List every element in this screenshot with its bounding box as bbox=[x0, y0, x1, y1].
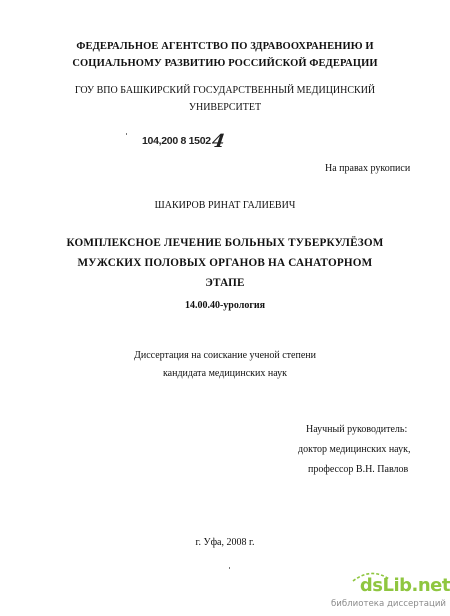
supervisor-degree: доктор медицинских наук, bbox=[298, 444, 411, 455]
rights-note: На правах рукописи bbox=[325, 163, 411, 174]
thesis-title-line-2: МУЖСКИХ ПОЛОВЫХ ОРГАНОВ НА САНАТОРНОМ bbox=[77, 257, 373, 269]
specialty-code: 14.00.40-урология bbox=[184, 300, 266, 311]
supervisor-label: Научный руководитель: bbox=[306, 424, 408, 435]
institution-line-2: УНИВЕРСИТЕТ bbox=[188, 102, 262, 113]
scan-speck bbox=[229, 567, 230, 569]
thesis-title-line-3: ЭТАПЕ bbox=[205, 277, 245, 289]
place-and-year: г. Уфа, 2008 г. bbox=[195, 537, 255, 548]
author-name: ШАКИРОВ РИНАТ ГАЛИЕВИЧ bbox=[154, 200, 296, 211]
registration-number-stamp bbox=[142, 128, 226, 152]
dslib-watermark bbox=[330, 575, 450, 616]
degree-line-1: Диссертация на соискание ученой степени bbox=[134, 350, 316, 361]
scan-speck bbox=[126, 133, 127, 135]
supervisor-name: профессор В.Н. Павлов bbox=[308, 464, 409, 475]
registration-number-handwritten-digit: 4 bbox=[210, 131, 226, 152]
watermark-subtitle: библиотека диссертаций bbox=[330, 599, 446, 609]
watermark-brand: dsLib.net bbox=[359, 575, 450, 596]
agency-line-1: ФЕДЕРАЛЬНОЕ АГЕНТСТВО ПО ЗДРАВООХРАНЕНИЮ И bbox=[76, 41, 374, 52]
agency-line-2: СОЦИАЛЬНОМУ РАЗВИТИЮ РОССИЙСКОЙ ФЕДЕРАЦИИ bbox=[72, 58, 378, 69]
degree-line-2: кандидата медицинских наук bbox=[162, 368, 288, 379]
institution-line-1: ГОУ ВПО БАШКИРСКИЙ ГОСУДАРСТВЕННЫЙ МЕДИЦИНСКИЙ bbox=[74, 85, 376, 96]
registration-number: 104,200 8 1502 bbox=[142, 135, 211, 147]
thesis-title-line-1: КОМПЛЕКСНОЕ ЛЕЧЕНИЕ БОЛЬНЫХ ТУБЕРКУЛЁЗОМ bbox=[66, 237, 384, 249]
